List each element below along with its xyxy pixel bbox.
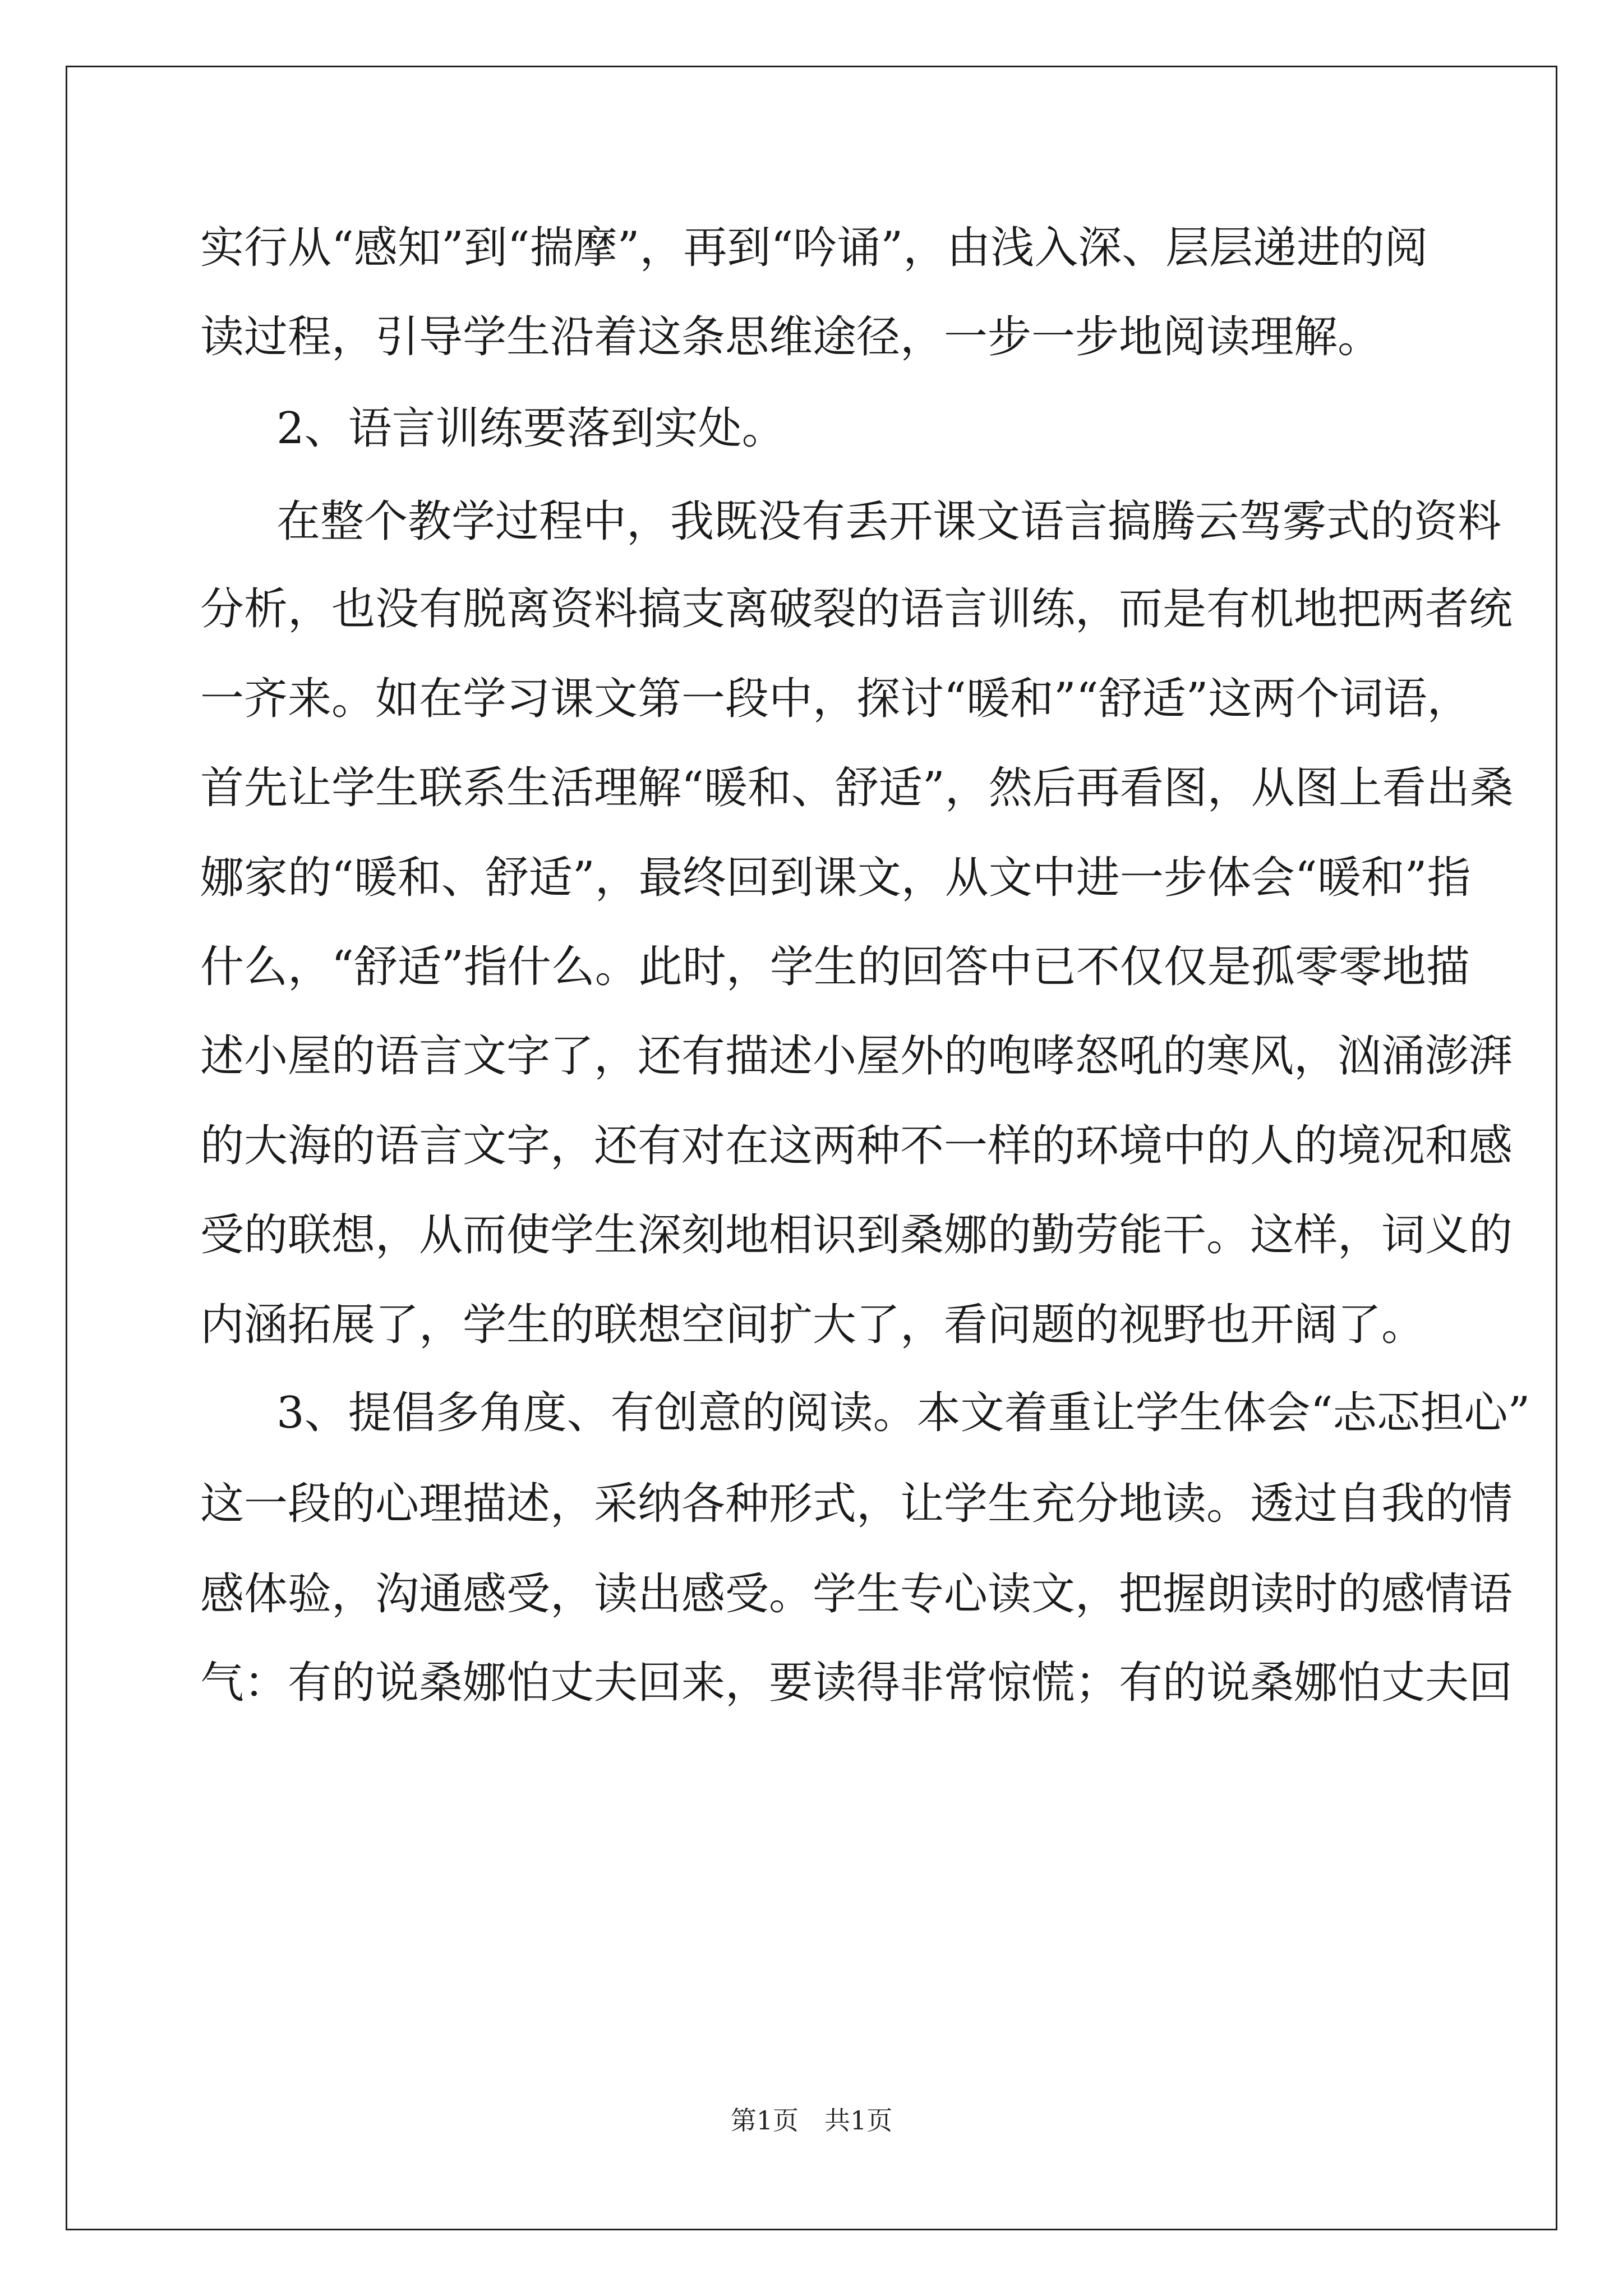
text-line: 娜家的“暖和、舒适”，最终回到课文，从文中进一步体会“暖和”指	[200, 853, 1471, 903]
page-footer: 第1页 共1页	[730, 2105, 893, 2136]
text-line: 这一段的心理描述，采纳各种形式，让学生充分地读。透过自我的情	[200, 1479, 1513, 1529]
text-line: 受的联想，从而使学生深刻地相识到桑娜的勤劳能干。这样，词义的	[200, 1210, 1513, 1260]
text-line: 什么，“舒适”指什么。此时，学生的回答中已不仅仅是孤零零地描	[200, 942, 1470, 992]
text-line: 气：有的说桑娜怕丈夫回来，要读得非常惊慌；有的说桑娜怕丈夫回	[200, 1658, 1513, 1708]
text-line: 读过程，引导学生沿着这条思维途径，一步一步地阅读理解。	[200, 312, 1382, 362]
text-line: 在整个教学过程中，我既没有丢开课文语言搞腾云驾雾式的资料	[276, 496, 1502, 547]
text-line: 感体验，沟通感受，读出感受。学生专心读文，把握朗读时的感情语	[200, 1569, 1513, 1619]
text-line: 一齐来。如在学习课文第一段中，探讨“暖和”“舒适”这两个词语，	[200, 674, 1471, 724]
text-line: 内涵拓展了，学生的联想空间扩大了，看问题的视野也开阔了。	[200, 1300, 1426, 1350]
text-line: 分析，也没有脱离资料搞支离破裂的语言训练，而是有机地把两者统	[200, 584, 1513, 634]
section-heading: 2、语言训练要落到实处。	[276, 403, 786, 454]
section-heading: 3、提倡多角度、有创意的阅读。本文着重让学生体会“忐忑担心”	[276, 1388, 1530, 1438]
text-line: 实行从“感知”到“揣摩”，再到“吟诵”，由浅入深、层层递进的阅	[200, 223, 1428, 273]
text-line: 的大海的语言文字，还有对在这两种不一样的环境中的人的境况和感	[200, 1121, 1513, 1171]
text-line: 述小屋的语言文字了，还有描述小屋外的咆哮怒吼的寒风，汹涌澎湃	[200, 1031, 1513, 1082]
text-line: 首先让学生联系生活理解“暖和、舒适”，然后再看图，从图上看出桑	[200, 763, 1514, 813]
